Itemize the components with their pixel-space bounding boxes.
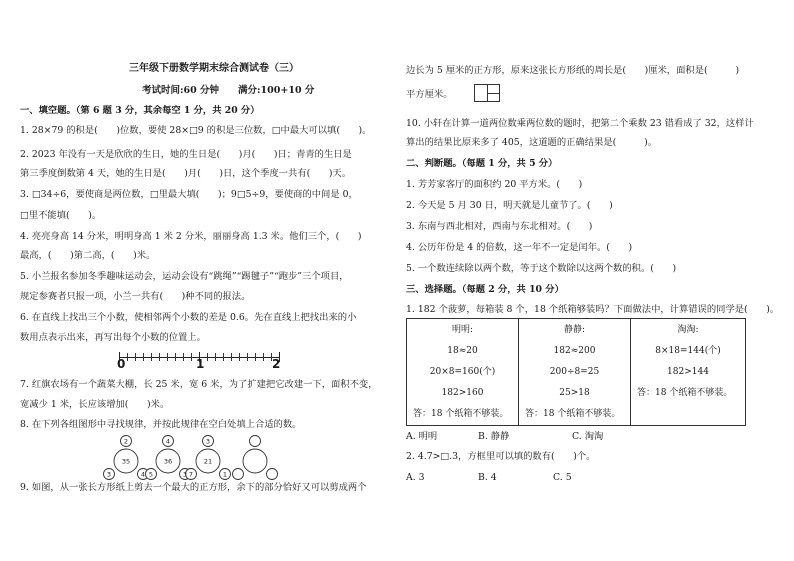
exam-title: 三年级下册数学期末综合测试卷（三）: [129, 63, 299, 74]
number-line-tick: [231, 353, 232, 361]
q8-line: 8. 在下列各组图形中寻找规律，并按此规律在空白处填上合适的数。: [20, 419, 302, 430]
q7-line-1: 7. 红旗农场有一个蔬菜大棚，长 25 米，宽 6 米，为了扩建把它改建一下，面积不变，: [20, 379, 378, 390]
number-line-tick: [135, 353, 136, 361]
number-line-tick: [263, 353, 264, 361]
q1-line: 1. 28×79 的积是( )位数，要使 28×□9 的积是三位数，□中最大可以填( )。: [20, 125, 372, 136]
q6-line-2: 数用点表示出来，再写出每个小数的位置上。: [20, 332, 206, 343]
judge-2: 2. 今天是 5 月 30 日，明天就是儿童节了。( ): [406, 200, 613, 211]
q6-line-1: 6. 在直线上找出三个小数，使相邻两个小数的差是 0.6。先在直线上把找出来的小: [20, 312, 357, 323]
solution-table: [406, 318, 746, 426]
pattern-3-right: 1: [222, 470, 228, 479]
student-name: 明明:: [451, 325, 474, 335]
solution-column-jingjing: [519, 319, 631, 425]
q1-option-c: C. 淘淘: [572, 431, 604, 442]
q5-line-2: 规定参赛者只报一项，小兰一共有( )种不同的报法。: [20, 291, 251, 302]
step: 182>160: [441, 388, 484, 398]
step: 182≈200: [553, 346, 596, 356]
section-choice: 三、选择题。（每题 2 分，共 10 分）: [406, 284, 564, 295]
choice-q2: 2. 4.7>□.3，方框里可以填的数有( )个。: [406, 451, 596, 462]
answer: 答：18 个纸箱不够装。: [637, 388, 733, 398]
q2-option-c: C. 5: [553, 472, 572, 483]
pattern-circle-top: [250, 436, 261, 447]
q10-line-2: 算出的结果比原来多了 405，这道题的正确结果是( )。: [406, 137, 658, 148]
q9-line: 9. 如图，从一张长方形纸上剪去一个最大的正方形，余下的部分恰好又可以剪成两个: [20, 482, 367, 493]
q10-line-1: 10. 小轩在计算一道两位数乘两位数的题时，把第二个乘数 23 错看成了 32，这样计: [406, 118, 754, 129]
number-line-label-1: 1: [196, 357, 205, 371]
number-line-tick: [175, 353, 176, 361]
number-line-label-2: 2: [272, 357, 281, 371]
pattern-3-left: 7: [188, 470, 194, 479]
number-line-tick: [167, 353, 168, 361]
pattern-circle-center: [243, 449, 267, 473]
q2-option-b: B. 4: [478, 472, 497, 483]
q1-option-b: B. 静静: [478, 431, 510, 442]
student-name: 静静:: [563, 325, 586, 335]
step: 18≈20: [447, 346, 478, 356]
pattern-1-top: 2: [123, 437, 129, 446]
number-line-tick: [159, 353, 160, 361]
number-line-tick: [151, 353, 152, 361]
number-line-tick: [239, 353, 240, 361]
judge-1: 1. 芳芳家客厅的面积约 20 平方米。( ): [406, 179, 583, 190]
student-name: 淘淘:: [677, 325, 699, 335]
pattern-1-center: 35: [121, 457, 131, 466]
section-judge: 二、判断题。（每题 1 分，共 5 分）: [406, 158, 558, 169]
judge-3: 3. 东南与西北相对，西南与东北相对。( ): [406, 221, 593, 232]
answer: 答：18 个纸箱不够装。: [413, 409, 509, 419]
section-fill-blank: 一、填空题。（第 6 题 3 分，其余每空 1 分，共 20 分）: [20, 105, 260, 116]
figure-divider-horizontal: [487, 93, 499, 94]
judge-5: 5. 一个数连续除以两个数，等于这个数除以这两个数的积。( ): [406, 263, 677, 274]
number-line-tick: [127, 353, 128, 361]
choice-q1: 1. 182 个菠萝，每箱装 8 个，18 个纸箱够装吗？下面做法中，计算错误的同学是( )。: [406, 304, 780, 315]
q2-option-a: A. 3: [406, 472, 425, 483]
q3-line-1: 3. □34÷6，要使商是两位数，□里最大填( )；9□5÷9，要使商的中间是 0，: [20, 189, 358, 200]
q9-unit: 平方厘米。: [406, 89, 453, 100]
pattern-circle-left: [233, 469, 244, 480]
q2-line-1: 2. 2023 年没有一天是欣欣的生日，她的生日是( )月( )日；青青的生日是: [20, 149, 352, 160]
number-line-tick: [207, 353, 208, 361]
rectangle-square-figure: [474, 84, 500, 102]
judge-4: 4. 公历年份是 4 的倍数，这一年不一定是闰年。( ): [406, 242, 633, 253]
exam-time-score: 考试时间:60 分钟 满分:100+10 分: [142, 85, 315, 96]
solution-column-taotao: [631, 319, 745, 425]
number-line-tick: [143, 353, 144, 361]
pattern-group-4-blank: [233, 436, 278, 480]
step: 200÷8=25: [549, 367, 600, 377]
pattern-1-right: 4: [140, 470, 146, 479]
step: 20×8=160(个): [429, 367, 496, 377]
pattern-figures: [100, 433, 280, 487]
pattern-3-top: 3: [205, 437, 211, 446]
solution-column-mingming: [407, 319, 519, 425]
q4-line-2: 最高，( )第二高，( )米。: [20, 250, 156, 261]
pattern-2-right: 3: [182, 470, 188, 479]
answer: 答：18 个纸箱不够装。: [525, 409, 621, 419]
number-line-tick: [255, 353, 256, 361]
pattern-2-left: 5: [148, 470, 154, 479]
q2-line-2: 第三季度倒数第 4 天，她的生日是( )月( )日，这个季度一共有( )天。: [20, 168, 352, 179]
pattern-2-center: 36: [163, 457, 173, 466]
number-line-tick: [215, 353, 216, 361]
pattern-1-left: 3: [106, 470, 112, 479]
pattern-2-top: 4: [165, 437, 171, 446]
number-line-tick: [223, 353, 224, 361]
q3-line-2: □里不能填( )。: [20, 210, 102, 221]
pattern-circle-right: [267, 469, 278, 480]
q4-line-1: 4. 亮亮身高 14 分米，明明身高 1 米 2 分米，丽丽身高 1.3 米。他们三个，( ): [20, 231, 362, 242]
number-line-tick: [191, 353, 192, 361]
number-line-tick: [183, 353, 184, 361]
q9-continued: 边长为 5 厘米的正方形，原来这张长方形纸的周长是( )厘米，面积是( ): [406, 65, 740, 76]
step: 25>18: [559, 388, 590, 398]
q7-line-2: 宽减少 1 米，长应该增加( )米。: [20, 399, 170, 410]
pattern-3-center: 21: [203, 457, 213, 466]
number-line-tick: [247, 353, 248, 361]
q5-line-1: 5. 小兰报名参加冬季趣味运动会，运动会设有“跳绳”“踢毽子”“跑步”三个项目，: [20, 271, 349, 282]
q1-option-a: A. 明明: [406, 431, 438, 442]
number-line: [117, 352, 282, 371]
number-line-label-0: 0: [117, 357, 126, 371]
step: 8×18=144(个): [655, 346, 721, 356]
step: 182>144: [667, 367, 709, 377]
